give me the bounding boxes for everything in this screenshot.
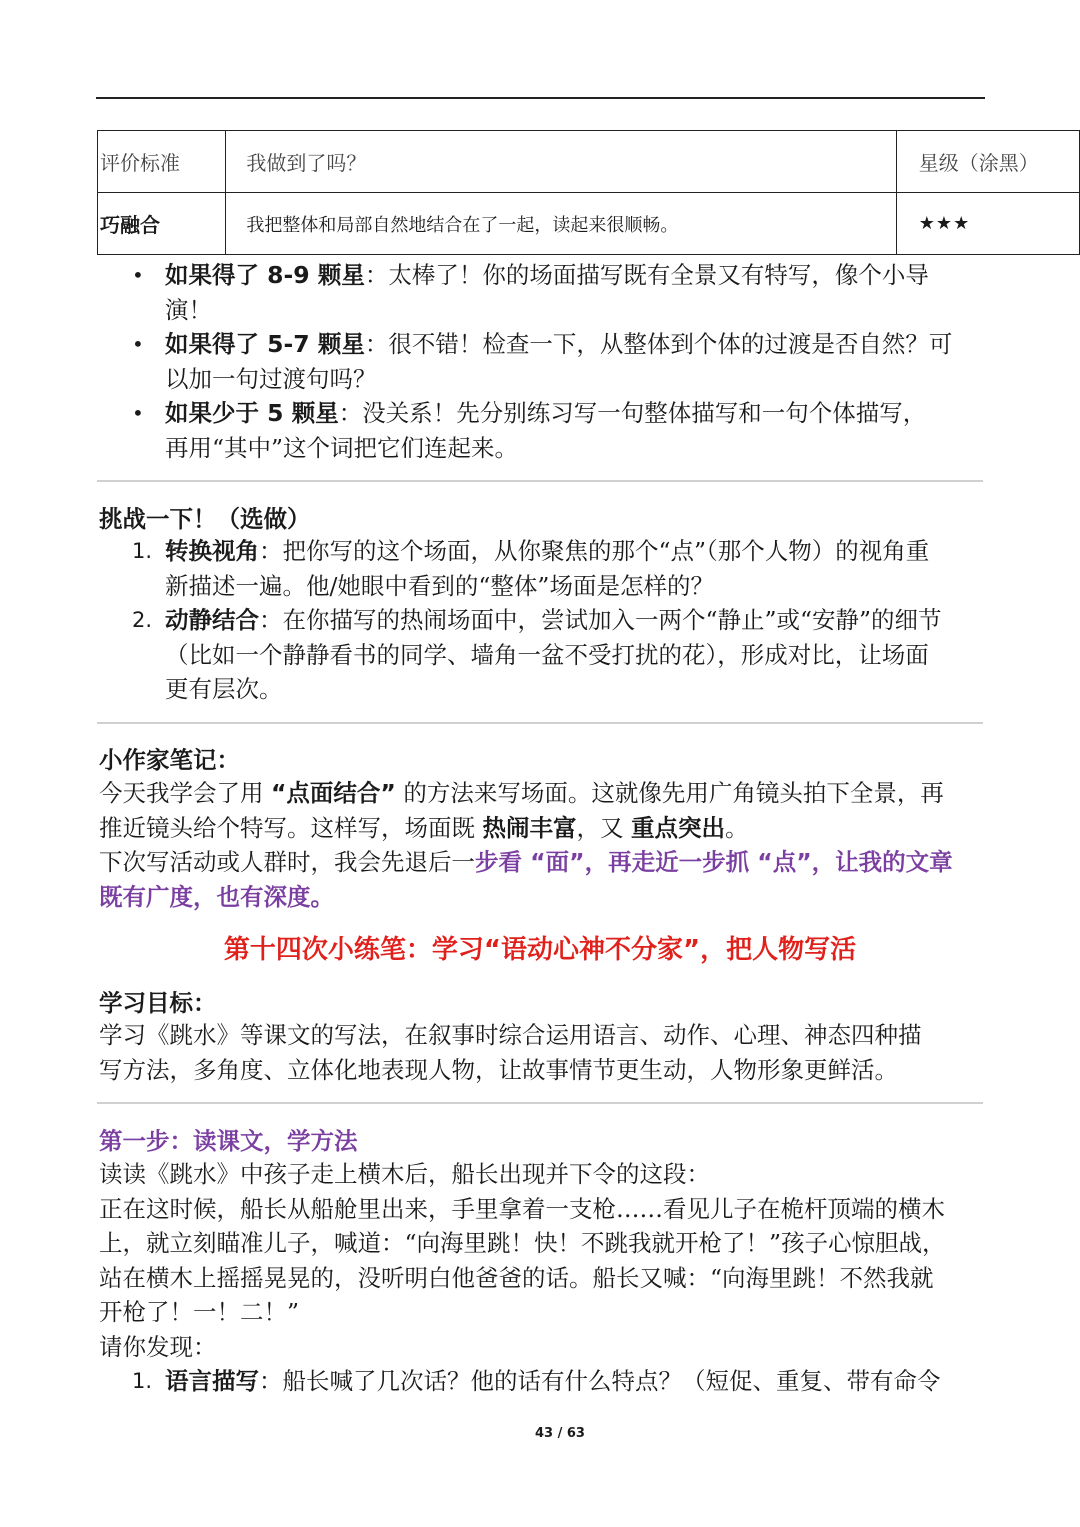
feedback-lead: 如果少于 5 颗星 [165,399,339,427]
notes-line [99,776,983,811]
goal-line: 写方法，多角度、立体化地表现人物，让故事情节更生动，人物形象更鲜活。 [99,1055,898,1084]
feedback-lead: 如果得了 5-7 颗星 [165,330,365,358]
evaluation-table [97,130,1080,255]
list-item [99,534,983,603]
passage-line: 正在这时候，船长从船舱里出来，手里拿着一支枪……看见儿子在桅杆顶端的横木 [99,1194,945,1223]
notes-heading: 小作家笔记： [99,746,240,774]
header-self-check: 我做到了吗？ [226,131,896,193]
step1-item-lead: 语言描写 [165,1367,259,1395]
list-item [99,603,983,707]
section-divider [97,1102,983,1104]
section-divider [97,480,983,482]
header-criteria: 评价标准 [98,131,226,193]
table-row [98,193,1080,255]
notes-text: 今天我学会了用 [99,779,271,807]
self-check-cell: 我把整体和局部自然地结合在了一起，读起来很顺畅。 [226,193,896,255]
star-rating-cell: ★★★ [896,193,1079,255]
challenge-heading: 挑战一下！（选做） [99,505,311,533]
goal-line: 学习《跳水》等课文的写法，在叙事时综合运用语言、动作、心理、神态四种描 [99,1021,922,1049]
feedback-text: ：很不错！检查一下，从整体到个体的过渡是否自然？可 [364,330,953,358]
header-stars: 星级（涂黑） [896,131,1079,193]
feedback-text-cont: 以加一句过渡句吗？ [165,364,377,393]
step1-heading: 第一步：读课文，学方法 [99,1127,358,1155]
notes-line [99,845,983,880]
challenge-text: ：把你写的这个场面，从你聚焦的那个“点”（那个人物）的视角重 [259,537,930,565]
notes-text: 的方法来写场面。这就像先用广角镜头拍下全景，再 [395,779,944,807]
feedback-text-cont: 再用“其中”这个词把它们连起来。 [165,433,519,462]
item-number: 1. [132,539,153,563]
notes-emphasis: “点面结合” [270,779,396,807]
challenge-text-cont: 新描述一遍。他/她眼中看到的“整体”场面是怎样的？ [165,571,714,600]
notes-highlight: 步看 “面”，再走近一步抓 “点”，让我的文章 [475,848,953,876]
challenge-lead: 转换视角 [165,537,259,565]
criteria-cell: 巧融合 [98,193,226,255]
item-number: 1. [132,1369,153,1393]
lesson-title: 第十四次小练笔：学习“语动心神不分家”，把人物写活 [223,935,857,965]
header-rule [96,97,985,99]
notes-emphasis: 重点突出 [630,813,725,842]
notes-highlight-line: 既有广度，也有深度。 [99,882,334,911]
notes-line [99,811,983,846]
step1-prompt: 请你发现： [99,1332,217,1361]
list-item [99,327,983,396]
bullet-icon: • [132,332,144,356]
notes-text: 下次写活动或人群时，我会先退后一 [99,848,475,876]
feedback-list [99,258,983,465]
feedback-text: ：太棒了！你的场面描写既有全景又有特写，像个小导 [364,261,929,289]
passage-line: 开枪了！一！二！” [99,1298,300,1326]
step1-intro: 读读《跳水》中孩子走上横木后，船长出现并下令的这段： [99,1160,710,1188]
step1-item-text: ：船长喊了几次话？他的话有什么特点？（短促、重复、带有命令 [259,1367,941,1395]
page-number: 43 / 63 [535,1426,585,1441]
notes-text: 。 [724,813,749,842]
notes-emphasis: 热闹丰富 [482,813,577,842]
challenge-text: ：在你描写的热闹场面中，尝试加入一两个“静止”或“安静”的细节 [259,606,942,634]
bullet-icon: • [132,401,144,425]
feedback-lead: 如果得了 8-9 颗星 [165,261,365,289]
bullet-icon: • [132,263,144,287]
notes-text: ，又 [576,813,631,842]
passage-line: 站在横木上摇摇晃晃的，没听明白他爸爸的话。船长又喊：“向海里跳！不然我就 [99,1263,934,1292]
list-item [99,396,983,465]
challenge-lead: 动静结合 [165,606,259,634]
feedback-text: ：没关系！先分别练习写一句整体描写和一句个体描写， [338,399,927,427]
challenge-text-cont2: 更有层次。 [165,675,283,703]
section-divider [97,722,983,724]
list-item [99,1364,983,1399]
goal-heading: 学习目标： [99,989,217,1017]
goal-body [99,1018,983,1087]
feedback-text-cont: 演！ [165,295,212,324]
challenge-list [99,534,983,707]
challenge-text-cont: （比如一个静静看书的同学、墙角一盆不受打扰的花），形成对比，让场面 [165,640,929,669]
item-number: 2. [132,608,153,632]
list-item [99,258,983,327]
step1-body [99,1157,983,1399]
notes-text: 推近镜头给个特写。这样写，场面既 [99,813,483,842]
notes-body [99,776,983,914]
passage-line: 上，就立刻瞄准儿子，喊道：“向海里跳！快！不跳我就开枪了！”孩子心惊胆战， [99,1229,946,1257]
table-header-row [98,131,1080,193]
